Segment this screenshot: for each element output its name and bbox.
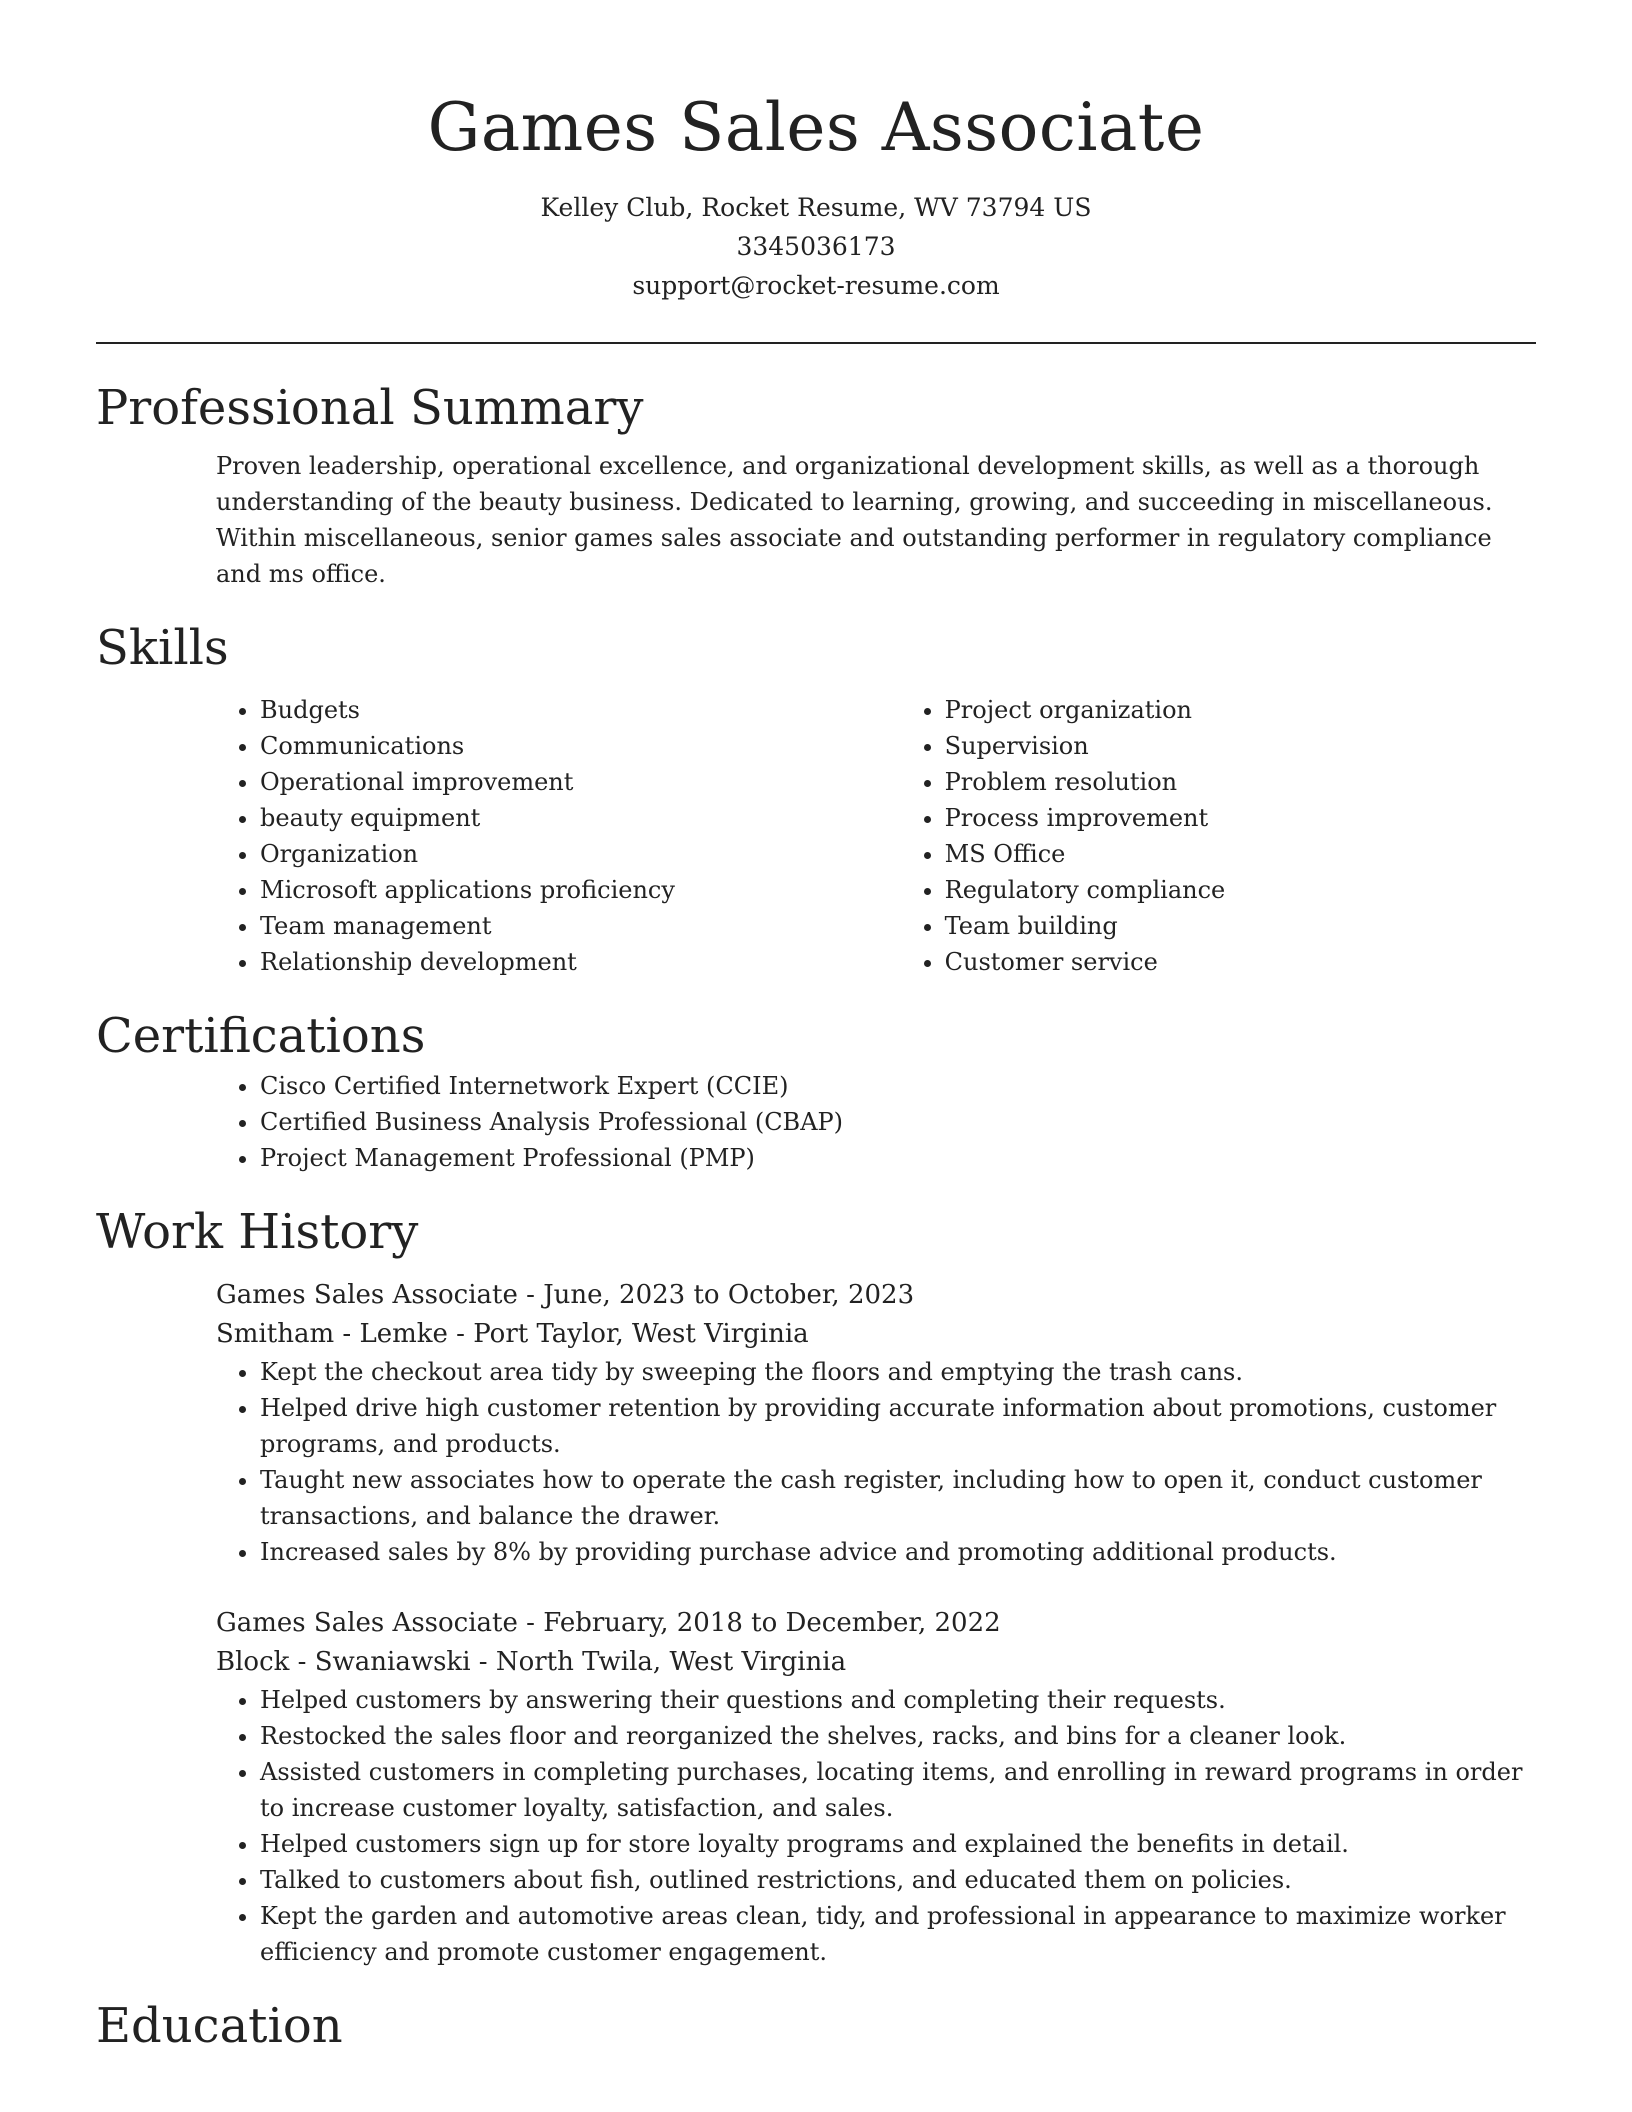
job-entry	[216, 1276, 1536, 1570]
summary-section	[96, 448, 1536, 592]
job-company-line: Block - Swaniawski - North Twila, West Virginia	[216, 1647, 847, 1677]
skills-list-left	[216, 692, 901, 980]
summary-text: Proven leadership, operational excellence, and organizational development skills, as well as a thorough understanding of the beauty business. Dedicated to learning, growing, and succeeding in miscellaneous. Within miscellaneous, senior games sales associate and outstanding performer in regulatory compliance and ms office.	[216, 452, 1493, 588]
summary-heading: Professional Summary	[96, 380, 644, 436]
resume-page	[96, 0, 1536, 2058]
job-dates: February, 2018 to December, 2022	[543, 1608, 1001, 1638]
job-entry	[216, 1604, 1536, 1970]
job-bullets	[216, 1682, 1536, 1970]
job-bullet: • Restocked the sales floor and reorganized the shelves, racks, and bins for a cleaner look.	[260, 1718, 1536, 1754]
contact-address: Kelley Club, Rocket Resume, WV 73794 US	[540, 193, 1092, 222]
contact-phone: 3345036173	[736, 232, 896, 261]
job-dates: June, 2023 to October, 2023	[543, 1280, 915, 1310]
resume-name: Games Sales Associate	[427, 89, 1205, 166]
certifications-list	[216, 1068, 1536, 1176]
skill-item: • Operational improvement	[260, 764, 901, 800]
skills-section	[96, 692, 1536, 980]
contact-email[interactable]: support@rocket-resume.com	[632, 271, 1000, 300]
job-location: North Twila, West Virginia	[495, 1647, 847, 1677]
job-bullet: • Kept the garden and automotive areas clean, tidy, and professional in appearance to maximize worker efficiency and promote customer engagement.	[260, 1898, 1536, 1970]
job-title: Games Sales Associate	[216, 1280, 518, 1310]
certification-item: • Cisco Certified Internetwork Expert (CCIE)	[260, 1068, 1536, 1104]
certifications-heading: Certifications	[96, 1008, 426, 1064]
skill-item: • Team building	[945, 908, 1536, 944]
skill-item: • Problem resolution	[945, 764, 1536, 800]
resume-header	[96, 0, 1536, 305]
skill-item: • Process improvement	[945, 800, 1536, 836]
skill-item: • Budgets	[260, 692, 901, 728]
job-company-line: Smitham - Lemke - Port Taylor, West Virginia	[216, 1319, 809, 1349]
job-company: Block - Swaniawski	[216, 1647, 471, 1677]
job-bullet: • Increased sales by 8% by providing purchase advice and promoting additional products.	[260, 1534, 1536, 1570]
skill-item: • Regulatory compliance	[945, 872, 1536, 908]
skill-item: • Supervision	[945, 728, 1536, 764]
job-title-line: Games Sales Associate - June, 2023 to October, 2023	[216, 1280, 915, 1310]
job-title: Games Sales Associate	[216, 1608, 518, 1638]
job-bullet: • Kept the checkout area tidy by sweeping the floors and emptying the trash cans.	[260, 1354, 1536, 1390]
header-divider	[96, 342, 1536, 344]
skill-item: • Relationship development	[260, 944, 901, 980]
certification-item: • Project Management Professional (PMP)	[260, 1140, 1536, 1176]
skill-item: • Organization	[260, 836, 901, 872]
job-bullet: • Talked to customers about fish, outlined restrictions, and educated them on policies.	[260, 1862, 1536, 1898]
skill-item: • Microsoft applications proficiency	[260, 872, 901, 908]
certifications-section	[96, 1068, 1536, 1176]
job-bullet: • Helped drive high customer retention by providing accurate information about promotions, customer programs, and products.	[260, 1390, 1536, 1462]
job-location: Port Taylor, West Virginia	[473, 1319, 809, 1349]
contact-block	[96, 188, 1536, 305]
job-company: Smitham - Lemke	[216, 1319, 448, 1349]
skill-item: • Project organization	[945, 692, 1536, 728]
job-bullet: • Helped customers sign up for store loyalty programs and explained the benefits in detail.	[260, 1826, 1536, 1862]
job-bullets	[216, 1354, 1536, 1570]
skill-item: • Communications	[260, 728, 901, 764]
certification-item: • Certified Business Analysis Professional (CBAP)	[260, 1104, 1536, 1140]
skills-heading: Skills	[96, 620, 229, 676]
work-history-section	[96, 1276, 1536, 1970]
skill-item: • Customer service	[945, 944, 1536, 980]
skill-item: • beauty equipment	[260, 800, 901, 836]
job-title-line: Games Sales Associate - February, 2018 to December, 2022	[216, 1608, 1001, 1638]
work-history-heading: Work History	[96, 1204, 419, 1260]
job-bullet: • Taught new associates how to operate the cash register, including how to open it, conduct customer transactions, and balance the drawer.	[260, 1462, 1536, 1534]
skill-item: • MS Office	[945, 836, 1536, 872]
skills-list-right	[901, 692, 1536, 980]
job-bullet: • Helped customers by answering their questions and completing their requests.	[260, 1682, 1536, 1718]
education-heading: Education	[96, 1998, 343, 2054]
job-bullet: • Assisted customers in completing purchases, locating items, and enrolling in reward programs in order to increase customer loyalty, satisfaction, and sales.	[260, 1754, 1536, 1826]
skill-item: • Team management	[260, 908, 901, 944]
